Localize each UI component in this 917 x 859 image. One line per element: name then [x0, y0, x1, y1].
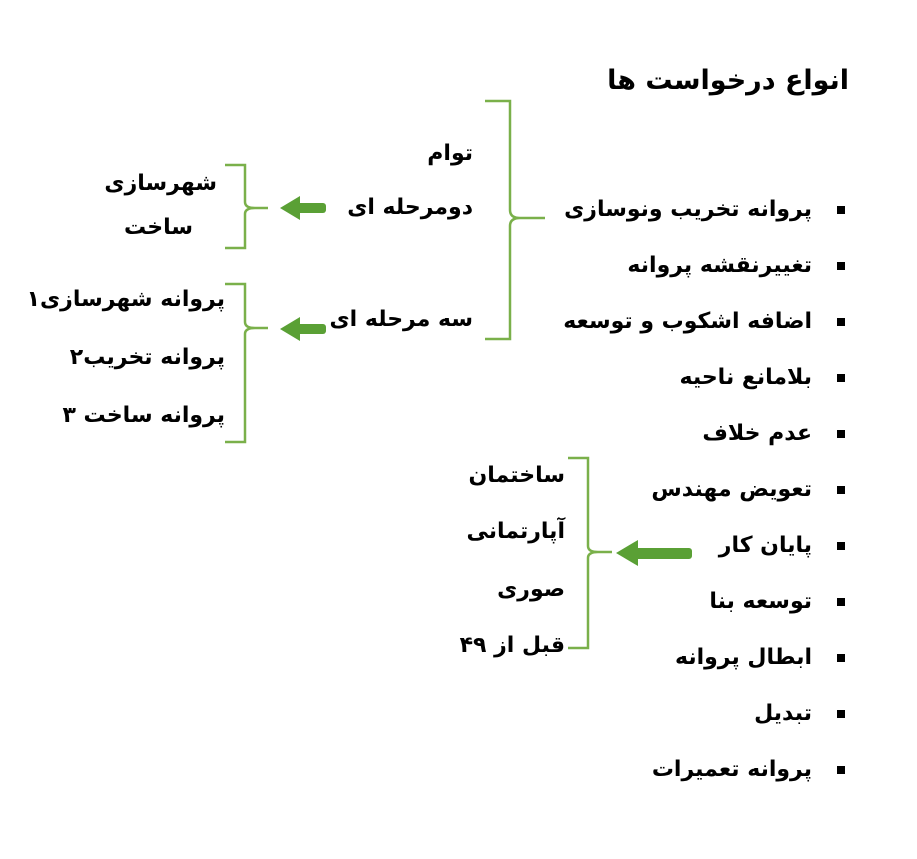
list-item: تغییرنقشه پروانه: [627, 253, 812, 278]
completion-item: ساختمان: [468, 463, 565, 488]
branch-three-stage: سه مرحله ای: [329, 307, 473, 332]
completion-item: صوری: [497, 577, 565, 602]
list-item: بلامانع ناحیه: [679, 365, 812, 390]
renovation-bracket: [485, 101, 545, 339]
arrow-left-icon: [280, 196, 326, 220]
completion-item: آپارتمانی: [466, 519, 565, 544]
branch-two-stage: دومرحله ای: [347, 195, 473, 220]
list-item: ابطال پروانه: [674, 645, 812, 670]
arrow-left-icon: [280, 317, 326, 341]
list-item: پایان کار: [718, 533, 812, 558]
list-item: تبدیل: [754, 701, 812, 726]
three-stage-item: پروانه ساخت ۳: [62, 403, 225, 428]
two-stage-item: شهرسازی: [104, 171, 217, 196]
list-item: پروانه تعمیرات: [651, 757, 812, 782]
list-item: تعویض مهندس: [651, 477, 812, 502]
list-item: توسعه بنا: [709, 589, 812, 614]
two-stage-bracket: [225, 165, 268, 248]
completion-item: قبل از ۴۹: [459, 633, 565, 658]
page-title: انواع درخواست ها: [607, 65, 849, 96]
three-stage-item: پروانه شهرسازی۱: [26, 287, 225, 312]
completion-bracket: [568, 458, 612, 648]
list-item: پروانه تخریب ونوسازی: [564, 197, 812, 222]
three-stage-item: پروانه تخریب۲: [69, 345, 225, 370]
arrow-left-icon: [616, 540, 692, 566]
list-item: اضافه اشکوب و توسعه: [563, 309, 812, 334]
list-item: عدم خلاف: [702, 421, 812, 446]
three-stage-bracket: [225, 284, 268, 442]
two-stage-item: ساخت: [123, 215, 193, 240]
branch-twin: توام: [427, 141, 473, 166]
